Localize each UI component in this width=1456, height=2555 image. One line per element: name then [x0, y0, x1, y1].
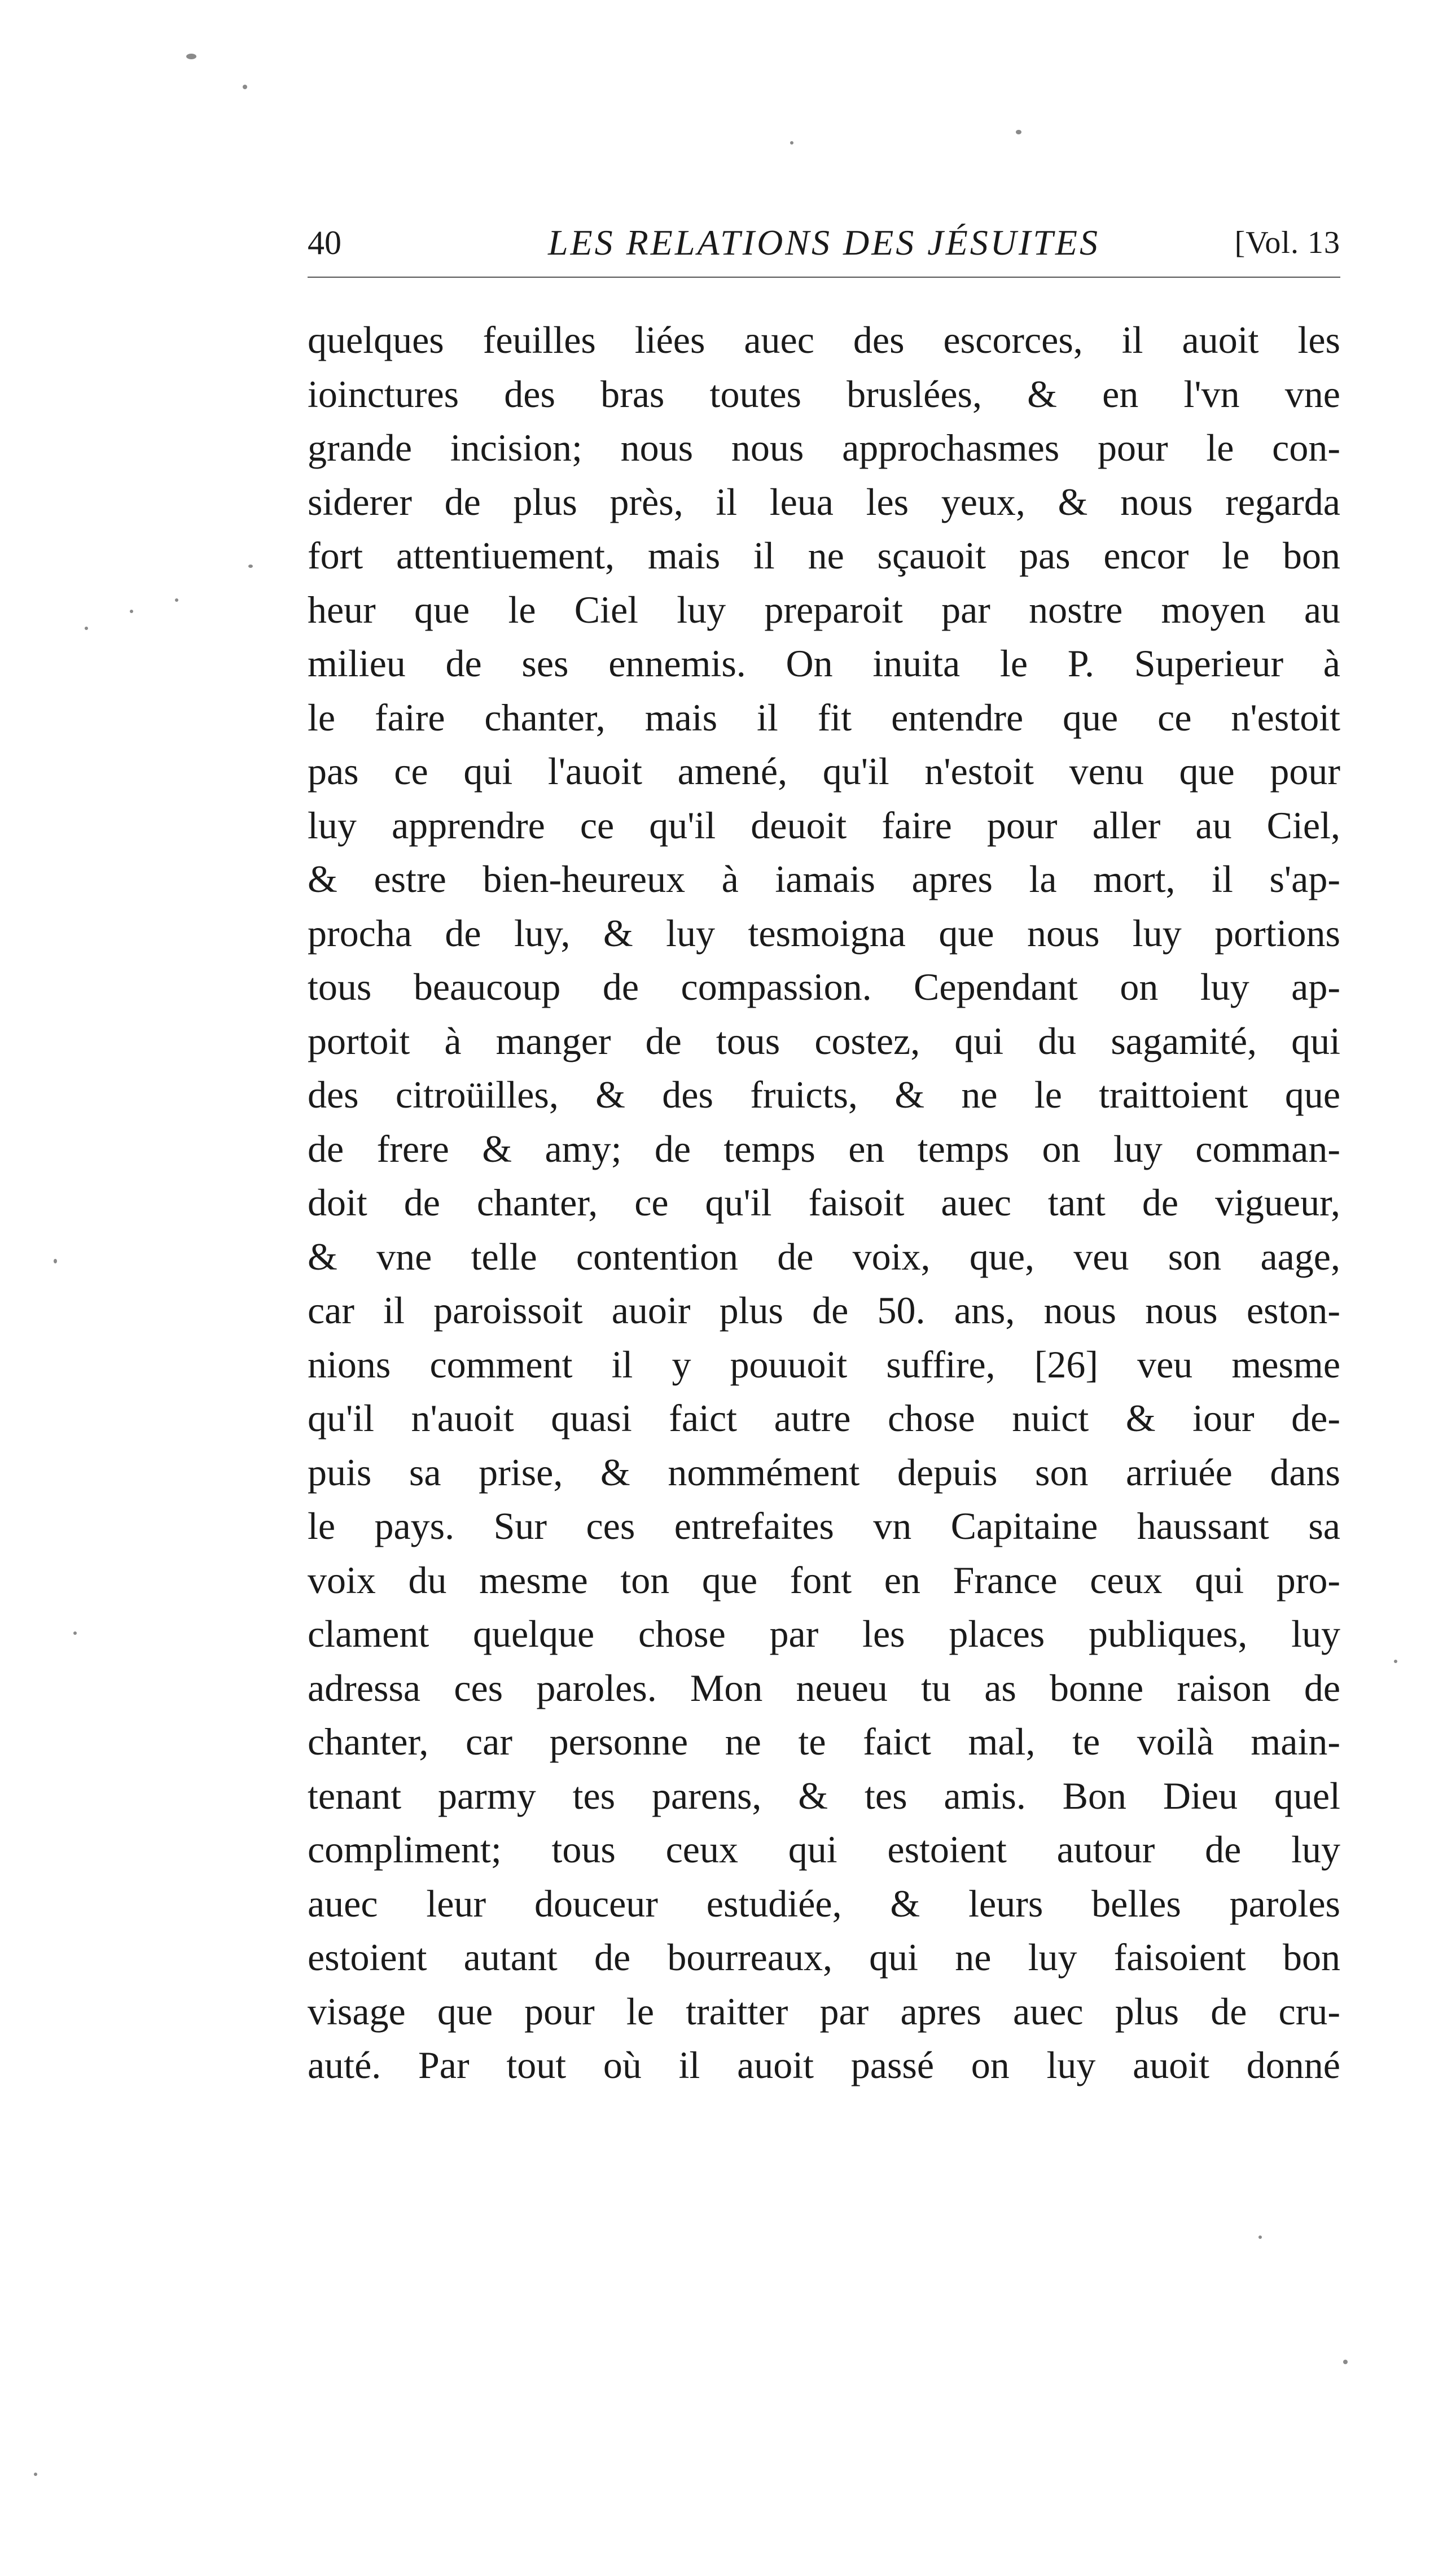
text-line: clament quelque chose par les places publiques, luy: [308, 1612, 1340, 1655]
volume-label: [Vol. 13: [1234, 225, 1340, 260]
text-line: nions comment il y pouuoit suffire, [26] veu mesme: [308, 1342, 1340, 1386]
scan-speck: [1343, 2360, 1348, 2364]
scan-speck: [790, 141, 793, 145]
text-line: des citroüilles, & des fruicts, & ne le traittoient que: [308, 1073, 1340, 1116]
text-line: milieu de ses ennemis. On inuita le P. Superieur à: [308, 642, 1340, 685]
text-line: compliment; tous ceux qui estoient autour de luy: [308, 1828, 1340, 1871]
scan-speck: [85, 627, 88, 630]
text-line: visage que pour le traitter par apres auec plus de cru-: [308, 1989, 1340, 2033]
text-line: fort attentiuement, mais il ne sçauoit pas encor le bon: [308, 534, 1340, 577]
text-line: estoient autant de bourreaux, qui ne luy faisoient bon: [308, 1936, 1340, 1979]
header-divider: [308, 277, 1340, 278]
text-line: auté. Par tout où il auoit passé on luy auoit donné: [308, 2044, 1340, 2086]
text-line: & estre bien-heureux à iamais apres la mort, il s'ap-: [308, 858, 1340, 900]
running-title: LES RELATIONS DES JÉSUITES: [547, 222, 1100, 262]
text-line: quelques feuilles liées auec des escorces, il auoit les: [308, 318, 1340, 361]
text-line: voix du mesme ton que font en France ceux qui pro-: [308, 1558, 1340, 1602]
text-line: tous beaucoup de compassion. Cependant on luy ap-: [308, 965, 1340, 1008]
scan-speck: [243, 85, 247, 89]
text-line: doit de chanter, ce qu'il faisoit auec tant de vigueur,: [308, 1181, 1340, 1224]
text-line: le faire chanter, mais il fit entendre que ce n'estoit: [308, 695, 1340, 739]
text-line: qu'il n'auoit quasi faict autre chose nuict & iour de-: [308, 1397, 1340, 1440]
running-header: [308, 217, 1340, 268]
text-line: grande incision; nous nous approchasmes pour le con-: [308, 426, 1340, 469]
text-line: puis sa prise, & nommément depuis son arriuée dans: [308, 1450, 1340, 1494]
page-number: 40: [308, 224, 341, 261]
text-line: tenant parmy tes parens, & tes amis. Bon Dieu quel: [308, 1774, 1340, 1817]
scan-speck: [34, 2473, 37, 2476]
scan-speck: [248, 565, 253, 568]
scan-speck: [175, 598, 178, 602]
text-line: car il paroissoit auoir plus de 50. ans, nous nous eston-: [308, 1289, 1340, 1332]
text-line: portoit à manger de tous costez, qui du sagamité, qui: [308, 1019, 1340, 1062]
text-line: chanter, car personne ne te faict mal, te voilà main-: [308, 1720, 1340, 1763]
body-text: [308, 313, 1340, 2093]
text-line: de frere & amy; de temps en temps on luy comman-: [308, 1127, 1340, 1170]
scan-speck: [1258, 2235, 1262, 2239]
text-line: auec leur douceur estudiée, & leurs belles paroles: [308, 1882, 1340, 1925]
text-line: siderer de plus près, il leua les yeux, & nous regarda: [308, 480, 1340, 523]
text-line: le pays. Sur ces entrefaites vn Capitaine haussant sa: [308, 1504, 1340, 1547]
text-line: pas ce qui l'auoit amené, qu'il n'estoit venu que pour: [308, 750, 1340, 793]
text-line: luy apprendre ce qu'il deuoit faire pour aller au Ciel,: [308, 803, 1340, 847]
scan-speck: [73, 1631, 77, 1635]
scan-speck: [130, 610, 133, 613]
scan-speck: [1016, 130, 1021, 134]
text-line: heur que le Ciel luy preparoit par nostre moyen au: [308, 588, 1340, 631]
scan-speck: [1394, 1660, 1397, 1663]
text-line: adressa ces paroles. Mon neueu tu as bonne raison de: [308, 1666, 1340, 1709]
scan-speck: [186, 54, 196, 59]
text-line: ioinctures des bras toutes bruslées, & en l'vn vne: [308, 372, 1340, 415]
text-line: & vne telle contention de voix, que, veu son aage,: [308, 1235, 1340, 1278]
text-line: procha de luy, & luy tesmoigna que nous luy portions: [308, 911, 1340, 955]
scan-speck: [54, 1259, 57, 1263]
